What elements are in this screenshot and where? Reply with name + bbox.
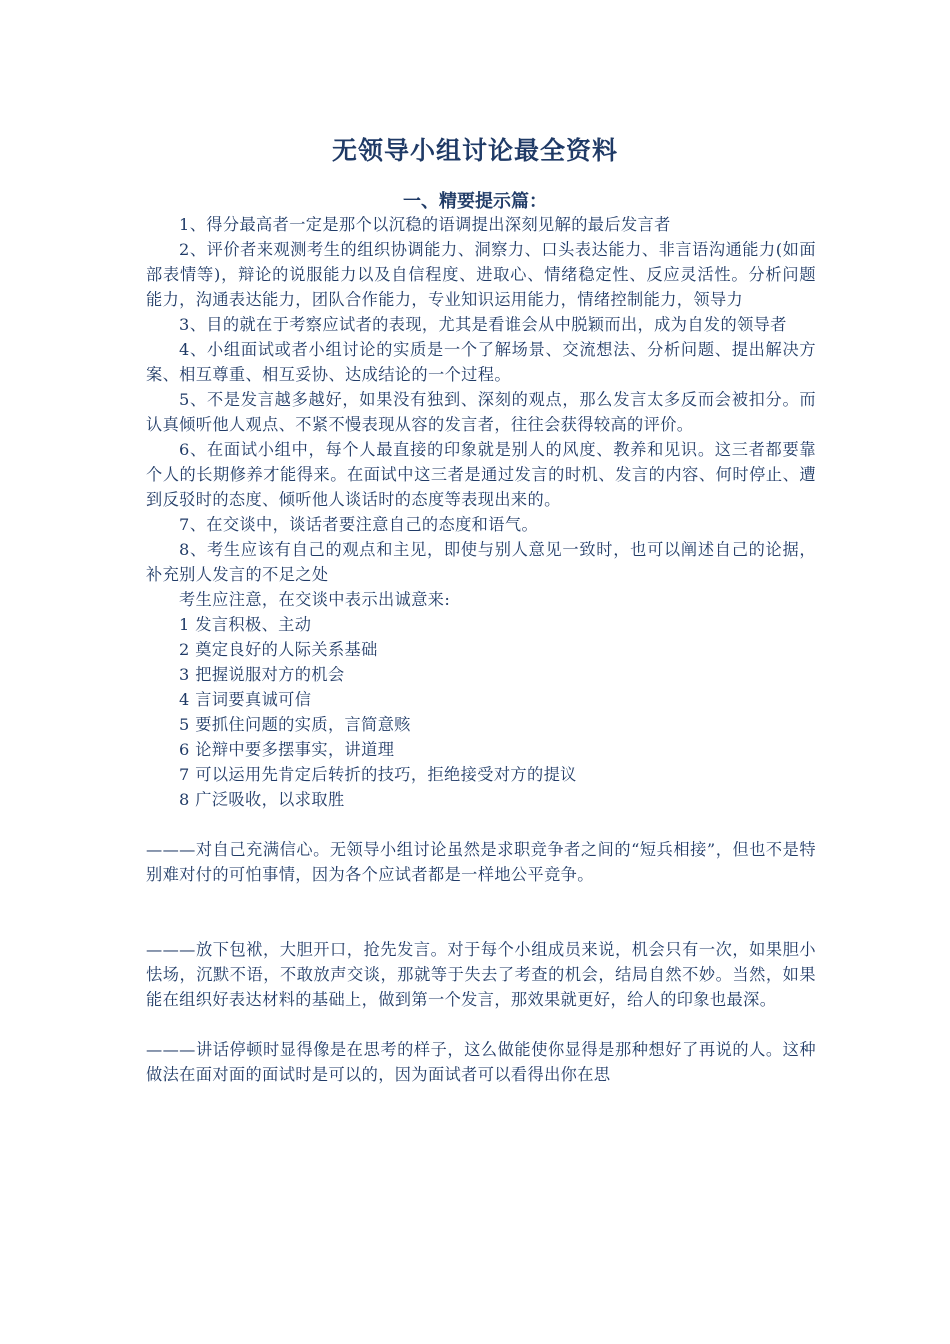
- sincerity-item: 3 把握说服对方的机会: [179, 665, 345, 684]
- tip-paragraph-3: 3、目的就在于考察应试者的表现，尤其是看谁会从中脱颖而出，成为自发的领导者: [179, 315, 787, 334]
- sincerity-item: 7 可以运用先肯定后转折的技巧，拒绝接受对方的提议: [179, 765, 577, 784]
- section-heading: 一、精要提示篇：: [403, 191, 547, 212]
- sincerity-item: 8 广泛吸收，以求取胜: [179, 790, 345, 809]
- dash-paragraph-1: ———对自己充满信心。无领导小组讨论虽然是求职竞争者之间的“短兵相接”，但也不是特别难对付的可怕事情，因为各个应试者都是一样地公平竞争。: [146, 840, 816, 884]
- tip-paragraph-5: 5、不是发言越多越好，如果没有独到、深刻的观点，那么发言太多反而会被扣分。而认真倾听他人观点、不紧不慢表现从容的发言者，往往会获得较高的评价。: [146, 390, 816, 434]
- sincerity-item: 6 论辩中要多摆事实，讲道理: [179, 740, 395, 759]
- spacer: [146, 1012, 816, 1037]
- tip-paragraph-1: 1、得分最高者一定是那个以沉稳的语调提出深刻见解的最后发言者: [179, 215, 671, 234]
- spacer: [146, 812, 816, 837]
- dash-paragraph-3: ———讲话停顿时显得像是在思考的样子，这么做能使你显得是那种想好了再说的人。这种做法在面对面的面试时是可以的，因为面试者可以看得出你在思: [146, 1040, 816, 1084]
- document-body: [146, 212, 816, 1087]
- spacer: [146, 887, 816, 937]
- sincerity-item: 5 要抓住问题的实质，言简意赅: [179, 715, 411, 734]
- tip-paragraph-8: 8、考生应该有自己的观点和主见，即使与别人意见一致时，也可以阐述自己的论据，补充别人发言的不足之处: [146, 540, 816, 584]
- sincerity-item: 4 言词要真诚可信: [179, 690, 312, 709]
- sincerity-item: 2 奠定良好的人际关系基础: [179, 640, 378, 659]
- tip-paragraph-6: 6、在面试小组中，每个人最直接的印象就是别人的风度、教养和见识。这三者都要靠个人的长期修养才能得来。在面试中这三者是通过发言的时机、发言的内容、何时停止、遭到反驳时的态度、倾听他人谈话时的态度等表现出来的。: [146, 440, 816, 509]
- document-title: 无领导小组讨论最全资料: [331, 136, 618, 165]
- dash-paragraph-2: ———放下包袱，大胆开口，抢先发言。对于每个小组成员来说，机会只有一次，如果胆小怯场，沉默不语，不敢放声交谈，那就等于失去了考查的机会，结局自然不妙。当然，如果能在组织好表达材料的基础上，做到第一个发言，那效果就更好，给人的印象也最深。: [146, 940, 816, 1009]
- tip-paragraph-7: 7、在交谈中，谈话者要注意自己的态度和语气。: [179, 515, 539, 534]
- tip-paragraph-4: 4、小组面试或者小组讨论的实质是一个了解场景、交流想法、分析问题、提出解决方案、相互尊重、相互妥协、达成结论的一个过程。: [146, 340, 816, 384]
- sincerity-intro: 考生应注意，在交谈中表示出诚意来:: [179, 590, 451, 609]
- tip-paragraph-2: 2、评价者来观测考生的组织协调能力、洞察力、口头表达能力、非言语沟通能力(如面部表情等)，辩论的说服能力以及自信程度、进取心、情绪稳定性、反应灵活性。分析问题能力，沟通表达能力，团队合作能力，专业知识运用能力，情绪控制能力，领导力: [146, 240, 816, 309]
- sincerity-item: 1 发言积极、主动: [179, 615, 312, 634]
